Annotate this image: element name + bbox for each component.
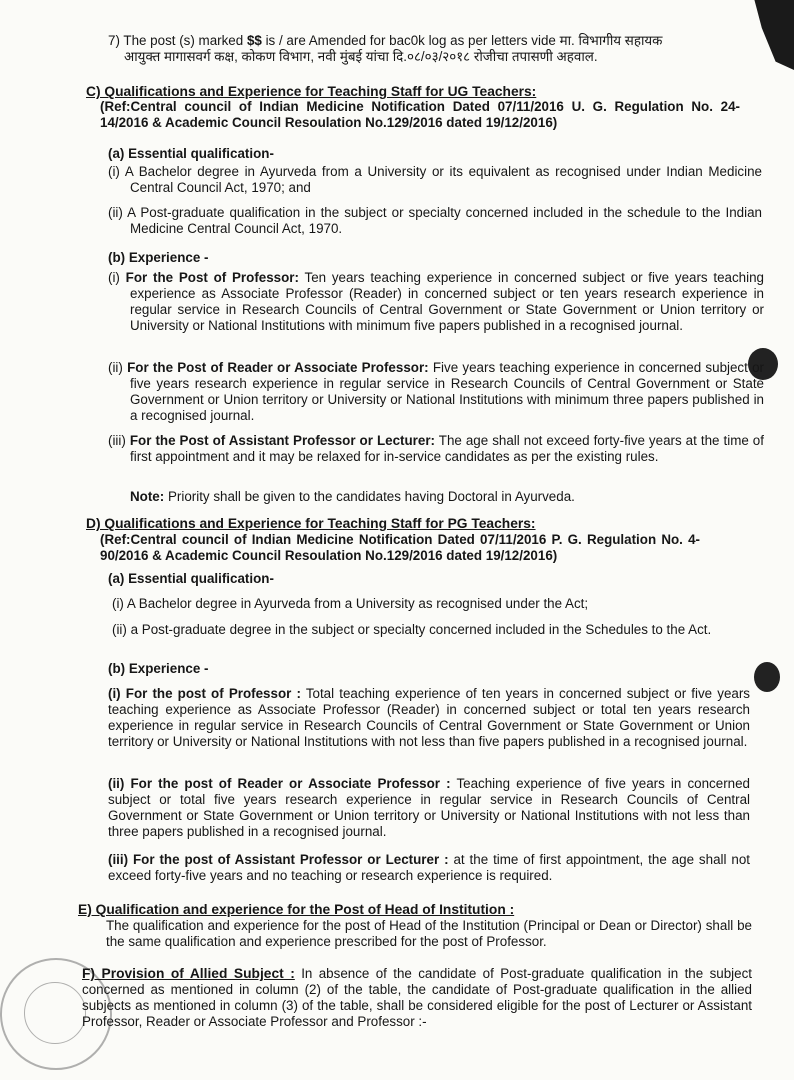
note-7 — [108, 33, 708, 65]
section-d-heading: D) Qualifications and Experience for Teaching Staff for PG Teachers: — [86, 516, 536, 531]
section-d-essential-label: (a) Essential qualification- — [108, 571, 274, 586]
section-c-heading: C) Qualifications and Experience for Teaching Staff for UG Teachers: — [86, 84, 537, 99]
section-f-text: In absence of the candidate of Post-graduate qualification in the subject concerned as mentioned in column (2) of the table, the candidate of Post-graduate qualification in the allied subjects as mentioned in column (3) of the table, shall be considered eligible for the post of Lecturer or Assistant Professor, Reader or Associate Professor and Professor :- — [82, 966, 752, 1029]
section-c-experience-item: (iii) For the Post of Assistant Professor or Lecturer: The age shall not exceed forty-five years at the time of first appointment and it may be relaxed for in-service candidates as per the existing rules. — [108, 433, 764, 464]
section-c-experience-item: (i) For the Post of Professor: Ten years teaching experience in concerned subject or five years teaching experience as Associate Professor (Reader) in concerned subject or ten years research experience in regular service in Research Councils of Central Government or State Government or Union territory or University or National Institutions with minimum five papers published in a recognised journal. — [108, 270, 765, 333]
section-d-experience-item: (i) For the post of Professor : Total teaching experience of ten years in concerned subject or five years teaching experience as Associate Professor (Reader) in concerned subject or total ten years research experience in regular service in Research Councils of Central Government or State Government or Union territory or University or National Institutions with not less than five papers published in a recognised journal. — [108, 686, 750, 749]
section-d-experience-item: (ii) For the post of Reader or Associate Professor : Teaching experience of five years in concerned subject or total five years research experience in regular service in Research Councils of Central Government or State Government or Union territory or University or National Institutions with not less than three papers published in a recognised journal. — [108, 776, 751, 839]
section-d-essential-item: (i) A Bachelor degree in Ayurveda from a University as recognised under the Act; — [112, 596, 589, 611]
section-e-text: The qualification and experience for the post of Head of the Institution (Principal or Dean or Director) shall be the same qualification and experience prescribed for the post of Professor. — [106, 918, 752, 949]
scan-blot-mark — [754, 662, 780, 692]
note-7-text: is / are Amended for bac0k log as per letters vide मा. विभागीय सहायक — [265, 33, 663, 48]
section-c-note: Note: Priority shall be given to the candidates having Doctoral in Ayurveda. — [130, 489, 575, 504]
section-d-essential-item: (ii) a Post-graduate degree in the subject or specialty concerned included in the Schedules to the Act. — [112, 622, 712, 637]
section-c-essential-item: (i) A Bachelor degree in Ayurveda from a University or its equivalent as recognised under Indian Medicine Central Council Act, 1970; and — [108, 164, 762, 195]
section-c-experience-item: (ii) For the Post of Reader or Associate Professor: Five years teaching experience in concerned subject or five years research experience in regular service in Research Councils of Central Government or State Government or Union territory or University or National Institutions with minimum three papers published in a recognised journal. — [108, 360, 764, 423]
section-c-essential-item: (ii) A Post-graduate qualification in the subject or specialty concerned included in the schedule to the Indian Medicine Central Council Act, 1970. — [108, 205, 762, 236]
section-f — [82, 966, 752, 1030]
note-7-prefix: 7) The post (s) marked — [108, 33, 244, 48]
note-7-hindi-line: आयुक्त मागासवर्ग कक्ष, कोकण विभाग, नवी मुंबई यांचा दि.०८/०३/२०१८ रोजीचा तपासणी अहवाल. — [124, 49, 598, 64]
section-c-reference: (Ref:Central council of Indian Medicine Notification Dated 07/11/2016 U. G. Regulation No. 24-14/2016 & Academic Council Resoulation No.129/2016 dated 19/12/2016) — [100, 99, 740, 130]
section-f-heading: F) Provision of Allied Subject : — [82, 966, 295, 981]
scan-corner-mark — [748, 0, 794, 70]
section-d-experience-item: (iii) For the post of Assistant Professor or Lecturer : at the time of first appointment, the age shall not exceed forty-five years and no teaching or research experience is required. — [108, 852, 750, 883]
section-e-heading: E) Qualification and experience for the Post of Head of Institution : — [78, 902, 515, 917]
note-7-marker: $$ — [246, 33, 262, 48]
section-d-experience-label: (b) Experience - — [108, 661, 209, 676]
section-c-experience-label: (b) Experience - — [108, 250, 209, 265]
section-d-reference: (Ref:Central council of Indian Medicine Notification Dated 07/11/2016 P. G. Regulation No. 4- 90/2016 & Academic Council Resoulation No.129/2016 dated 19/12/2016) — [100, 532, 700, 563]
section-c-essential-label: (a) Essential qualification- — [108, 146, 274, 161]
